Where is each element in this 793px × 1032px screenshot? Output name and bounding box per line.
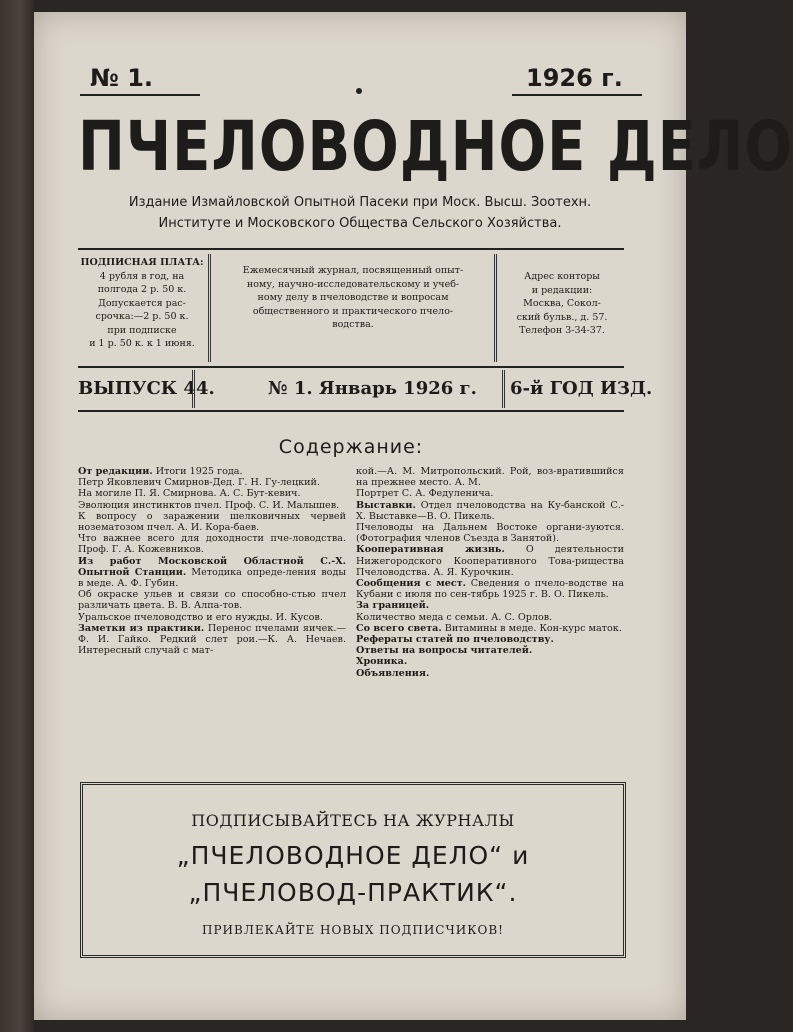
contents-entry-text: Количество меда с семьи. А. С. Орлов. [356,611,553,623]
contents-section-title: Выставки. [356,499,416,511]
contents-entry-text: Портрет С. А. Федуленича. [356,488,494,500]
contents-entry [356,612,624,623]
contents-entry-text: Витамины в меде. Кон-курс маток. [441,622,622,634]
contents-section-title: Из работ Московской Областной С.-Х. Опытной Станции. [78,555,346,578]
contents-heading: Содержание: [278,436,424,458]
journal-title: ПЧЕЛОВОДНОЕ ДЕЛО [78,108,793,188]
contents-section-title: От редакции. [78,466,153,477]
contents-entry [356,656,624,667]
subscription-line: при подписке [107,324,177,336]
contents-section-title: Ответы на вопросы читателей. [356,645,533,657]
contents-entry-text: Эволюция инстинктов пчел. Проф. С. И. Малышев. [78,499,340,511]
contents-entry [356,522,624,544]
contents-entry [78,477,346,488]
contents-section-title: Заметки из практики. [78,622,205,634]
office-address [500,270,624,338]
subscription-advert [80,782,626,958]
advert-line-1: ПОДПИСЫВАЙТЕСЬ НА ЖУРНАЛЫ [191,811,515,830]
contents-entry [78,589,346,611]
address-line: и редакции: [531,284,593,296]
contents-entry [356,623,624,634]
contents-section-title: Рефераты статей по пчеловодству. [356,634,554,646]
contents-section-title: Объявления. [356,667,430,679]
contents-entry-text: Отдел пчеловодства на Ку-банской С.-Х. Выставке—В. О. Пикель. [356,499,624,522]
subscription-line: полгода 2 р. 50 к. [97,284,187,295]
address-line: ский бульв., д. 57. [516,311,608,323]
subscription-line: и 1 р. 50 к. к 1 июня. [89,338,195,349]
contents-entry [356,600,624,611]
contents-entry-text: Сведения о пчело-водстве на Кубани с июля по сен-тябрь 1925 г. В. О. Пикель. [356,578,624,601]
description-line: ному делу в пчеловодстве и вопросам [257,292,449,303]
contents-entry-text: Об окраске ульев и связи со способно-стью пчел различать цвета. В. В. Алпа-тов. [78,589,346,612]
contents-entry-text: кой.—А. М. Митропольский. Рой, воз-вратившийся на прежнее место. А. М. [356,466,624,489]
subscription-line: срочка:—2 р. 50 к. [95,311,189,322]
contents-section-title: Со всего света. [356,622,442,634]
advert-line-3: „ПЧЕЛОВОД-ПРАКТИК“. [188,878,518,907]
contents-entry [78,488,346,499]
contents-left-column [78,466,346,656]
contents-entry [78,500,346,511]
subscription-line: 4 рубля в год, на [99,270,185,282]
ornament-dot [356,88,362,94]
contents-entry [356,645,624,656]
description-line: общественного и практического пчело- [252,305,454,317]
contents-entry-text: Перенос пчелами яичек.—Ф. И. Гайко. Редкий слет рои.—К. А. Нечаев. Интересный случай с мат- [78,622,346,657]
release-number: ВЫПУСК 44. [78,378,215,399]
publisher-subtitle [64,192,656,234]
contents-section-title: Хроника. [356,656,408,668]
description-line: ному, научно-исследовательскому и учеб- [246,278,460,290]
advert-line-2: „ПЧЕЛОВОДНОЕ ДЕЛО“ и [176,841,530,870]
advert-line-4: ПРИВЛЕКАЙТЕ НОВЫХ ПОДПИСЧИКОВ! [202,923,504,937]
contents-entry [356,466,624,488]
contents-entry [78,466,346,477]
contents-entry-text: Уральское пчеловодство и его нужды. И. Кусов. [78,611,323,623]
year-of-publication: 6-й ГОД ИЗД. [510,378,653,399]
book-spine [0,0,34,1032]
contents-entry [78,612,346,623]
contents-entry-text: К вопросу о заражении шелковичных червей нозематозом пчел. А. И. Кора-баев. [78,510,346,534]
contents-entry-text: Пчеловоды на Дальнем Востоке органи-зуются. (Фотография членов Съезда в Занятой). [356,522,624,545]
contents-entry [356,634,624,645]
contents-entry [356,500,624,522]
subtitle-line-2: Институте и Московского Общества Сельского Хозяйства. [158,216,562,231]
description-line: Ежемесячный журнал, посвященный опыт- [242,265,464,276]
contents-entry-text: Методика опреде-ления воды в меде. А. Ф. Губин. [78,566,346,590]
address-line: Москва, Сокол- [523,298,601,309]
rule-left [80,94,200,96]
issue-number: № 1. [90,64,154,92]
subscription-info [78,256,206,351]
bar-divider [502,370,505,408]
contents-entry [78,556,346,590]
rule-right [512,94,642,96]
issue-bar [78,366,653,412]
info-box [78,248,624,368]
description-line: водства. [332,319,374,330]
subscription-line: Допускается рас- [98,297,186,309]
contents-entry [78,533,346,555]
contents-entry [356,488,624,499]
contents-entry-text: Итоги 1925 года. [152,466,243,477]
contents-entry-text: Что важнее всего для доходности пче-ловодства. Проф. Г. А. Кожевников. [78,533,346,556]
contents-entry [356,544,624,578]
issue-year: 1926 г. [526,64,623,92]
subscription-heading: ПОДПИСНАЯ ПЛАТА: [80,257,204,268]
journal-description [216,264,490,332]
contents-entry [78,511,346,533]
address-line: Телефон 3-34-37. [519,325,605,336]
contents-right-column [356,466,624,679]
info-divider [494,254,497,362]
contents-section-title: Кооперативная жизнь. [356,544,505,556]
contents-entry-text: На могиле П. Я. Смирнова. А. С. Бут-кевич. [78,488,301,500]
contents-entry-text: Петр Яковлевич Смирнов-Дед. Г. Н. Гу-лецкий. [78,477,320,489]
contents-section-title: За границей. [356,600,430,612]
bar-divider [192,370,195,408]
journal-page [34,12,793,1020]
address-line: Адрес конторы [524,271,600,282]
subtitle-line-1: Издание Измайловской Опытной Пасеки при Моск. Высш. Зоотехн. [128,195,592,210]
contents-section-title: Сообщения с мест. [356,578,466,590]
contents-entry [356,578,624,600]
contents-entry [78,623,346,657]
contents-entry-text: О деятельности Нижегородского Кооперативного Това-рищества Пчеловодства. А. Я. Курочкин. [356,544,624,578]
issue-date: № 1. Январь 1926 г. [268,378,477,399]
info-divider [208,254,211,362]
contents-entry [356,668,624,679]
